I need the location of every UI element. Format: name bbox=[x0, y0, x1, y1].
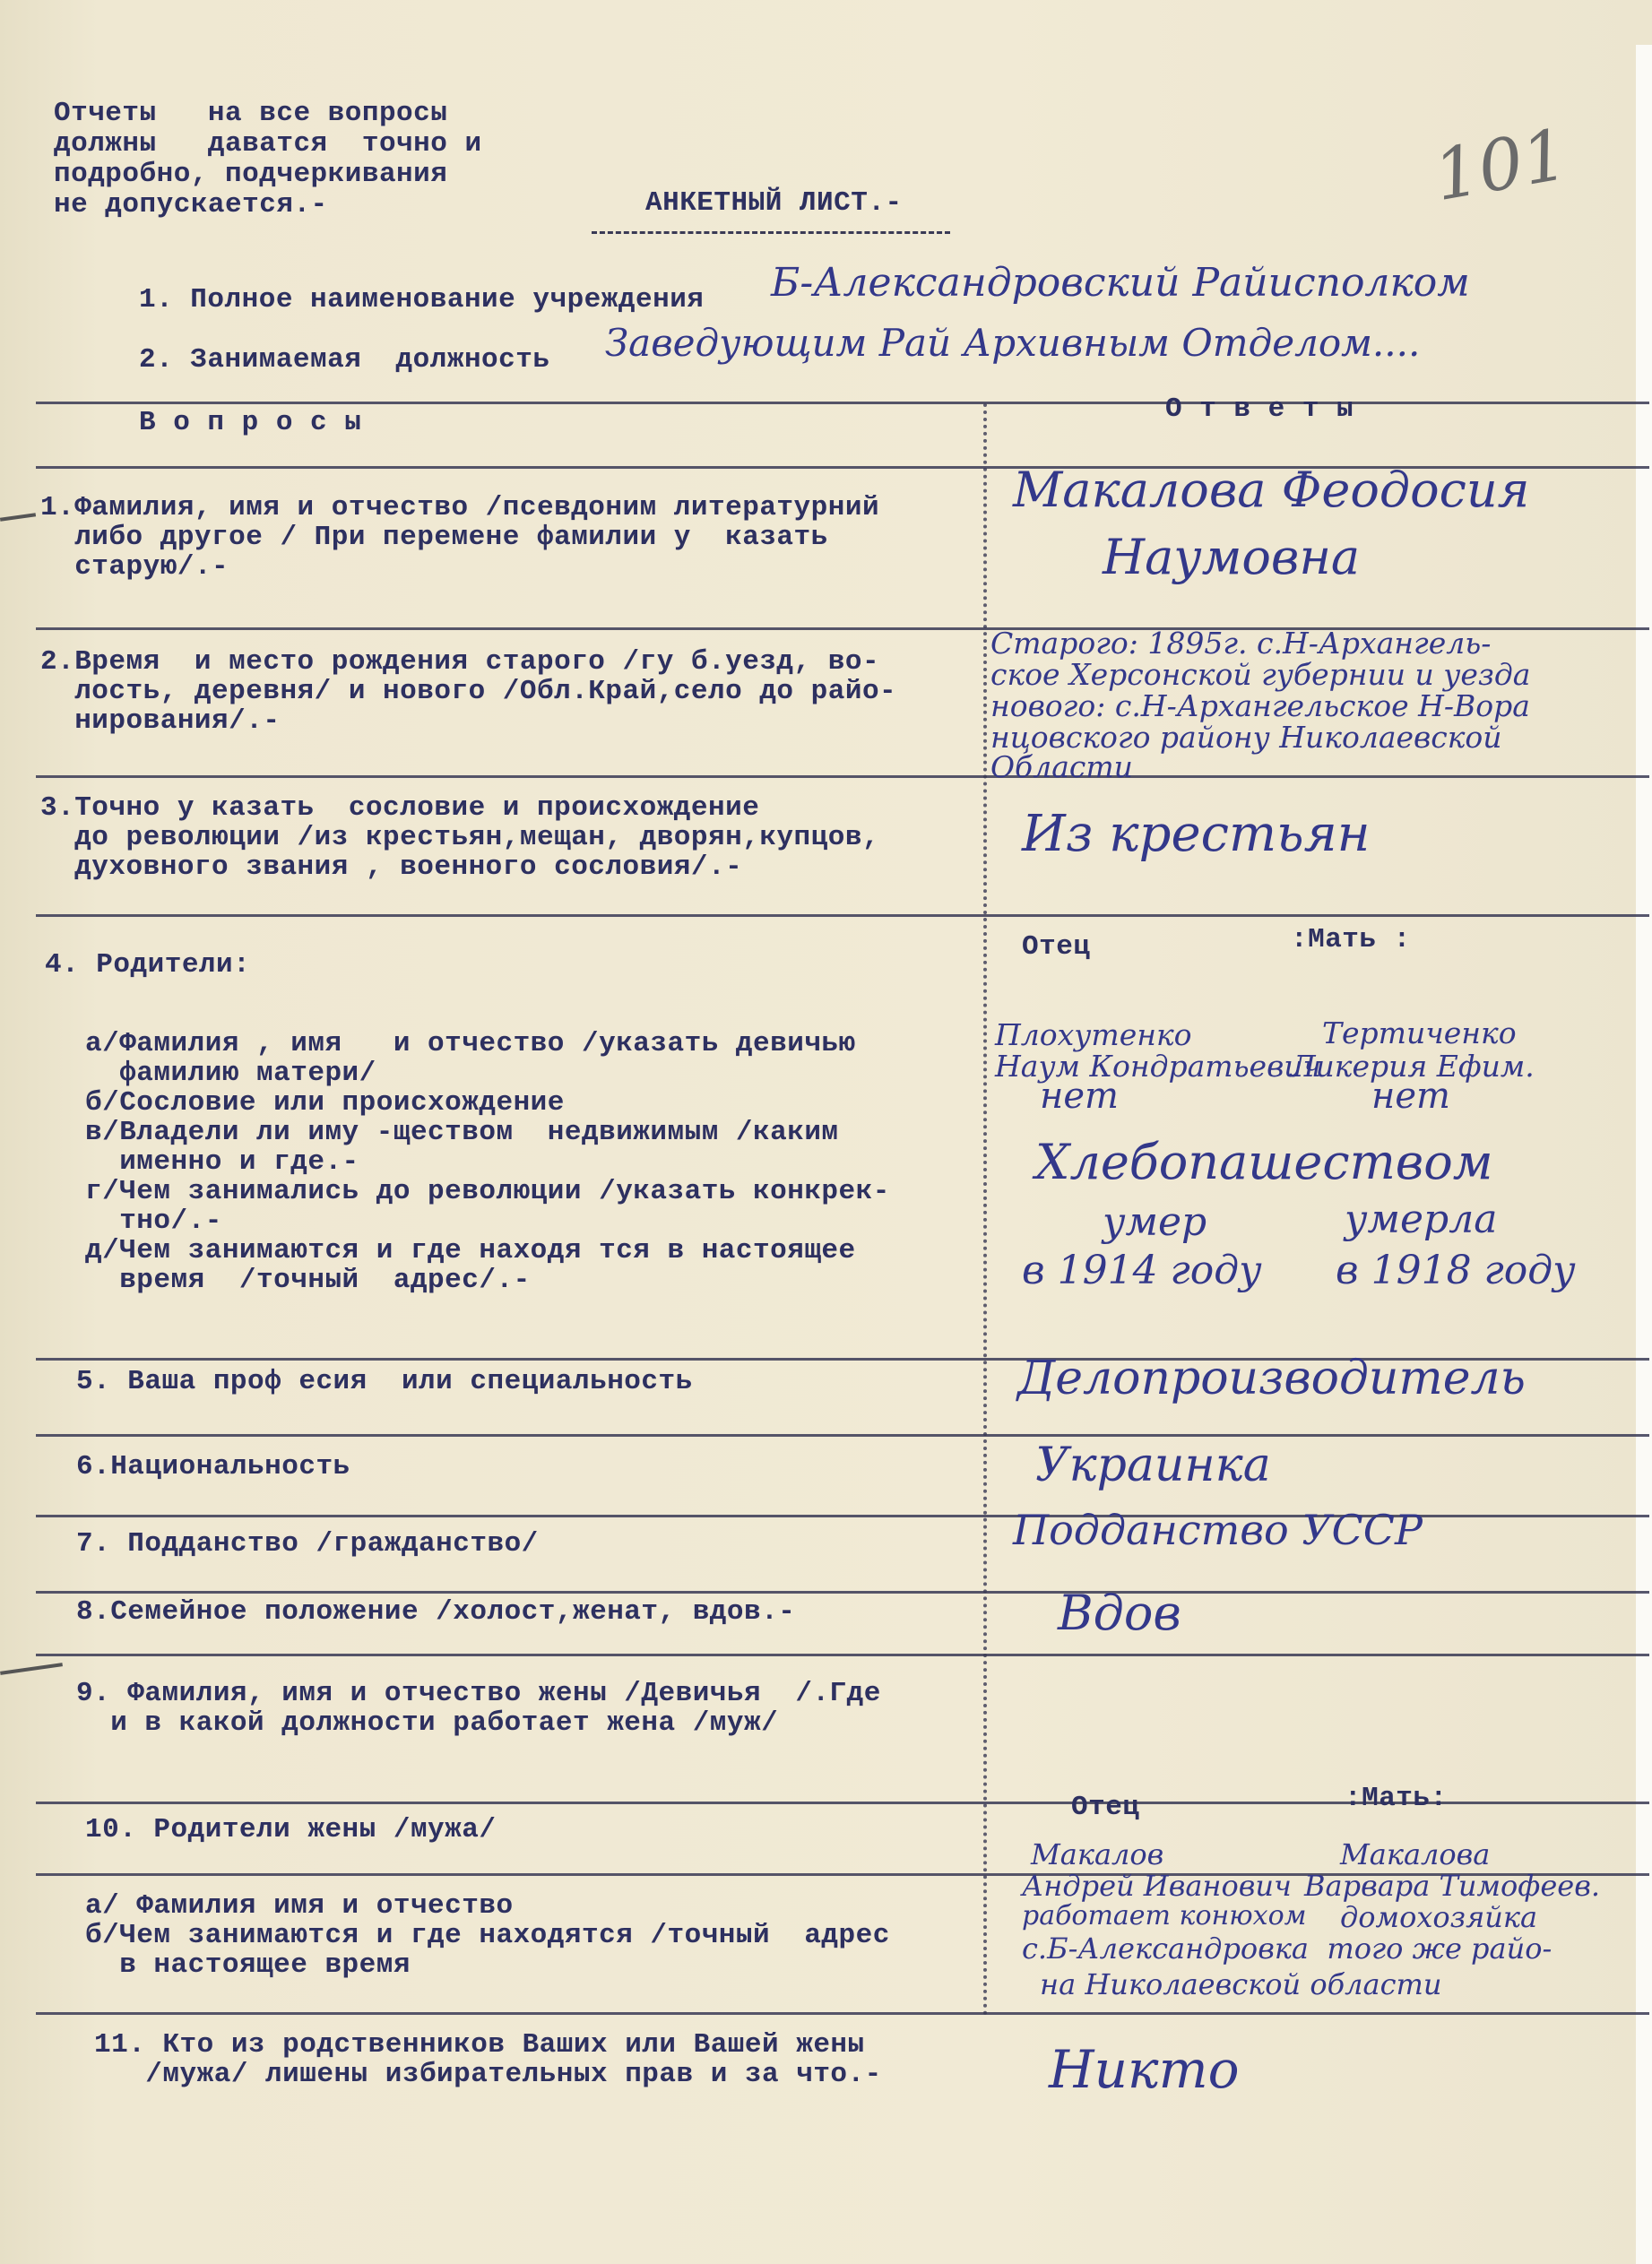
institution-label: 1. Полное наименование учреждения bbox=[139, 284, 705, 315]
archive-page-number: 101 bbox=[1428, 114, 1574, 218]
q10-father-name: Андрей Иванович bbox=[1022, 1869, 1292, 1903]
q4-mother-name: Ликерия Ефим. bbox=[1291, 1049, 1535, 1084]
q8-label: 8.Семейное положение /холост,женат, вдов.- bbox=[76, 1596, 796, 1628]
q11-line: /мужа/ лишены избирательных прав и за что.- bbox=[94, 2059, 882, 2090]
q10-father-header: Отец bbox=[1071, 1792, 1140, 1823]
form-title: АНКЕТНЫЙ ЛИСТ.- bbox=[645, 187, 903, 219]
q3-answer: Из крестьян bbox=[1022, 805, 1371, 863]
q4-mother-header: :Мать : bbox=[1291, 924, 1411, 955]
institution-value: Б-Александровский Райисполком bbox=[771, 260, 1470, 306]
q10-mother-name: Варвара Тимофеев. bbox=[1304, 1869, 1600, 1903]
q4-line: д/Чем занимаются и где находя тся в настоящее bbox=[85, 1235, 856, 1266]
q7-label: 7. Подданство /гражданство/ bbox=[76, 1528, 539, 1560]
q10-address: на Николаевской области bbox=[1040, 1967, 1442, 2001]
q4-line: именно и где.- bbox=[85, 1146, 359, 1178]
answers-header: О т в е т ы bbox=[1165, 393, 1354, 425]
q2-answer: нового: с.Н-Архангельское Н-Вора bbox=[990, 688, 1530, 723]
title-underline bbox=[592, 231, 950, 237]
row-divider bbox=[36, 1591, 1649, 1594]
row-divider bbox=[36, 402, 1649, 404]
q4-property-mother: нет bbox=[1371, 1076, 1450, 1117]
q10-line: б/Чем занимаются и где находятся /точный адрес bbox=[85, 1920, 890, 1951]
questions-header: В о п р о с ы bbox=[139, 407, 362, 438]
q9-line: и в какой должности работает жена /муж/ bbox=[76, 1707, 779, 1739]
q10-mother-job: домохозяйка bbox=[1340, 1900, 1538, 1934]
q2-answer: Старого: 1895г. с.Н-Архангель- bbox=[990, 626, 1492, 661]
intro-line: Отчеты на все вопросы bbox=[54, 98, 448, 129]
q10-mother-name: Макалова bbox=[1340, 1837, 1491, 1871]
q10-line: а/ Фамилия имя и отчество bbox=[85, 1890, 514, 1922]
row-divider bbox=[36, 1654, 1649, 1656]
q2-answer: Области bbox=[990, 749, 1133, 784]
q4-line: б/Сословие или происхождение bbox=[85, 1087, 565, 1119]
q3-line: духовного звания , военного сословия/.- bbox=[40, 851, 743, 883]
q3-line: до революции /из крестьян,мещан, дворян,купцов, bbox=[40, 822, 880, 853]
q11-line: 11. Кто из родственников Ваших или Вашей жены bbox=[94, 2029, 865, 2061]
q4-mother-status: в 1918 году bbox=[1336, 1248, 1576, 1293]
scan-edge bbox=[1636, 45, 1652, 2264]
q4-property-father: нет bbox=[1040, 1076, 1119, 1117]
q4-line: а/Фамилия , имя и отчество /указать девичью bbox=[85, 1028, 856, 1059]
row-divider bbox=[36, 775, 1649, 778]
row-divider bbox=[36, 1434, 1649, 1437]
q4-label: 4. Родители: bbox=[45, 949, 251, 981]
q2-line: лость, деревня/ и нового /Обл.Край,село до райо- bbox=[40, 676, 897, 707]
q4-father-name: Плохутенко bbox=[995, 1017, 1192, 1052]
q1-line: 1.Фамилия, имя и отчество /псевдоним литературний bbox=[40, 492, 880, 523]
q5-answer: Делопроизводитель bbox=[1017, 1352, 1526, 1405]
q6-answer: Украинка bbox=[1035, 1439, 1271, 1492]
intro-line: должны даватся точно и bbox=[54, 128, 482, 160]
q11-answer: Никто bbox=[1049, 2039, 1240, 2100]
q3-line: 3.Точно у казать сословие и происхождение bbox=[40, 792, 760, 824]
row-divider bbox=[36, 2012, 1649, 2015]
q10-label: 10. Родители жены /мужа/ bbox=[85, 1814, 497, 1845]
q4-line: в/Владели ли иму -ществом недвижимым /каким bbox=[85, 1117, 839, 1148]
q4-line: фамилию матери/ bbox=[85, 1058, 376, 1089]
q5-label: 5. Ваша проф есия или специальность bbox=[76, 1366, 693, 1397]
q10-father-job: работает конюхом bbox=[1022, 1900, 1307, 1931]
intro-line: подробно, подчеркивания bbox=[54, 159, 448, 190]
q4-mother-status: умерла bbox=[1345, 1197, 1498, 1242]
q1-answer: Макалова Феодосия bbox=[1013, 462, 1530, 518]
position-label: 2. Занимаемая должность bbox=[139, 344, 550, 376]
q4-father-status: умер bbox=[1103, 1199, 1207, 1245]
q4-line: время /точный адрес/.- bbox=[85, 1265, 531, 1296]
intro-line: не допускается.- bbox=[54, 189, 328, 220]
row-divider bbox=[36, 914, 1649, 917]
q4-occupation: Хлебопашеством bbox=[1035, 1134, 1493, 1190]
q4-mother-name: Тертиченко bbox=[1322, 1015, 1517, 1050]
q2-answer: нцовского району Николаевской bbox=[990, 720, 1502, 755]
column-divider bbox=[983, 403, 987, 2017]
q4-father-name: Наум Кондратьевич bbox=[995, 1049, 1322, 1084]
q10-line: в настоящее время bbox=[85, 1949, 411, 1981]
q1-line: старую/.- bbox=[40, 551, 229, 583]
q4-father-status: в 1914 году bbox=[1022, 1248, 1262, 1293]
q10-father-name: Макалов bbox=[1031, 1837, 1164, 1871]
q8-answer: Вдов bbox=[1058, 1585, 1181, 1641]
q2-line: нирования/.- bbox=[40, 705, 281, 737]
q9-line: 9. Фамилия, имя и отчество жены /Девичья /.Где bbox=[76, 1678, 881, 1709]
position-value: Заведующим Рай Архивным Отделом.... bbox=[605, 321, 1421, 365]
q1-answer: Наумовна bbox=[1103, 529, 1361, 585]
q6-label: 6.Национальность bbox=[76, 1451, 350, 1482]
q10-address: с.Б-Александровка того же райо- bbox=[1022, 1931, 1553, 1966]
q2-answer: ское Херсонской губернии и уезда bbox=[990, 657, 1531, 692]
q1-line: либо другое / При перемене фамилии у казать bbox=[40, 522, 828, 553]
q4-line: тно/.- bbox=[85, 1205, 222, 1237]
q4-father-header: Отец bbox=[1022, 931, 1091, 963]
q10-mother-header: :Мать: bbox=[1345, 1783, 1448, 1814]
q7-answer: Подданство УССР bbox=[1013, 1506, 1423, 1554]
q4-line: г/Чем занимались до революции /указать конкрек- bbox=[85, 1176, 890, 1207]
q2-line: 2.Время и место рождения старого /гу б.уезд, во- bbox=[40, 646, 880, 678]
